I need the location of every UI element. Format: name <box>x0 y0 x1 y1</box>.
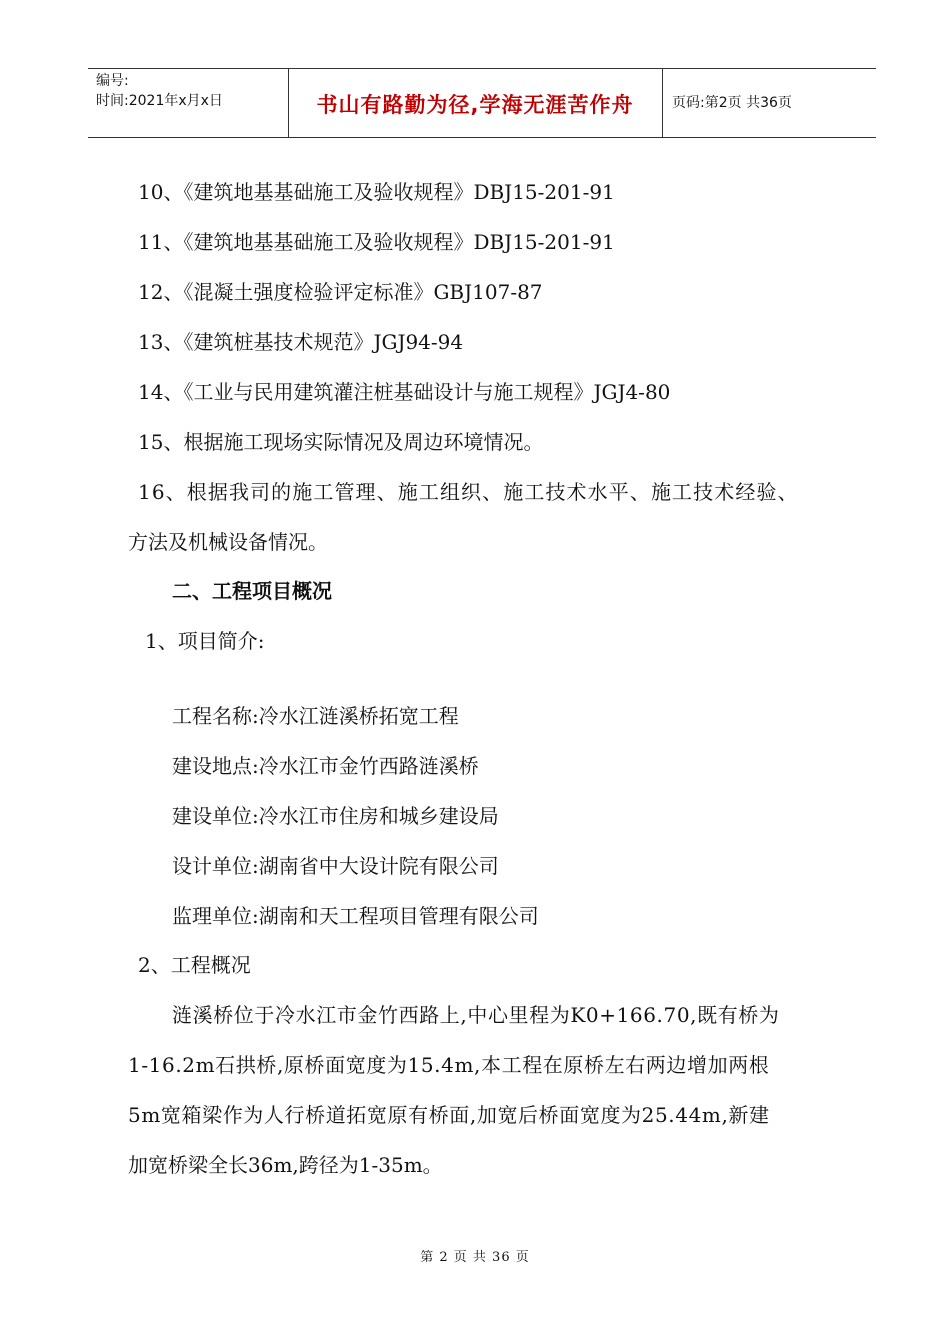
project-info-line: 监理单位:湖南和天工程项目管理有限公司 <box>172 904 539 928</box>
project-info-line: 建设单位:冷水江市住房和城乡建设局 <box>172 804 499 828</box>
reference-item: 11、《建筑地基基础施工及验收规程》DBJ15-201-91 <box>138 230 615 254</box>
reference-item: 12、《混凝土强度检验评定标准》GBJ107-87 <box>138 280 543 304</box>
reference-item: 16、根据我司的施工管理、施工组织、施工技术水平、施工技术经验、 <box>138 480 799 504</box>
page-footer: 第 2 页 共 36 页 <box>420 1250 530 1265</box>
overview-paragraph-line: 加宽桥梁全长36m,跨径为1-35m。 <box>128 1153 443 1177</box>
reference-item-continued: 方法及机械设备情况。 <box>128 530 328 554</box>
header-page-cell <box>662 69 876 137</box>
overview-paragraph-line: 涟溪桥位于冷水江市金竹西路上,中心里程为K0+166.70,既有桥为 <box>172 1003 780 1027</box>
project-info-line: 工程名称:冷水江涟溪桥拓宽工程 <box>172 704 459 728</box>
reference-item: 10、《建筑地基基础施工及验收规程》DBJ15-201-91 <box>138 180 615 204</box>
header-motto: 书山有路勤为径,学海无涯苦作舟 <box>316 93 634 117</box>
subsection-heading: 1、项目简介: <box>145 629 265 653</box>
header-meta-cell <box>88 69 289 137</box>
page-header <box>88 68 876 138</box>
reference-item: 14、《工业与民用建筑灌注桩基础设计与施工规程》JGJ4-80 <box>138 380 671 404</box>
document-time-label: 时间:2021年x月x日 <box>96 93 223 109</box>
header-page-number: 页码:第2页 共36页 <box>672 95 792 111</box>
subsection-heading: 2、工程概况 <box>138 953 251 977</box>
overview-paragraph-line: 1-16.2m石拱桥,原桥面宽度为15.4m,本工程在原桥左右两边增加两根 <box>128 1053 770 1077</box>
overview-paragraph-line: 5m宽箱梁作为人行桥道拓宽原有桥面,加宽后桥面宽度为25.44m,新建 <box>128 1103 770 1127</box>
project-info-line: 设计单位:湖南省中大设计院有限公司 <box>172 854 499 878</box>
project-info-line: 建设地点:冷水江市金竹西路涟溪桥 <box>172 754 479 778</box>
section-heading: 二、工程项目概况 <box>172 579 332 603</box>
document-number-label: 编号: <box>96 73 129 89</box>
reference-item: 13、《建筑桩基技术规范》JGJ94-94 <box>138 330 464 354</box>
reference-item: 15、根据施工现场实际情况及周边环境情况。 <box>138 430 544 454</box>
header-motto-cell <box>288 69 663 137</box>
